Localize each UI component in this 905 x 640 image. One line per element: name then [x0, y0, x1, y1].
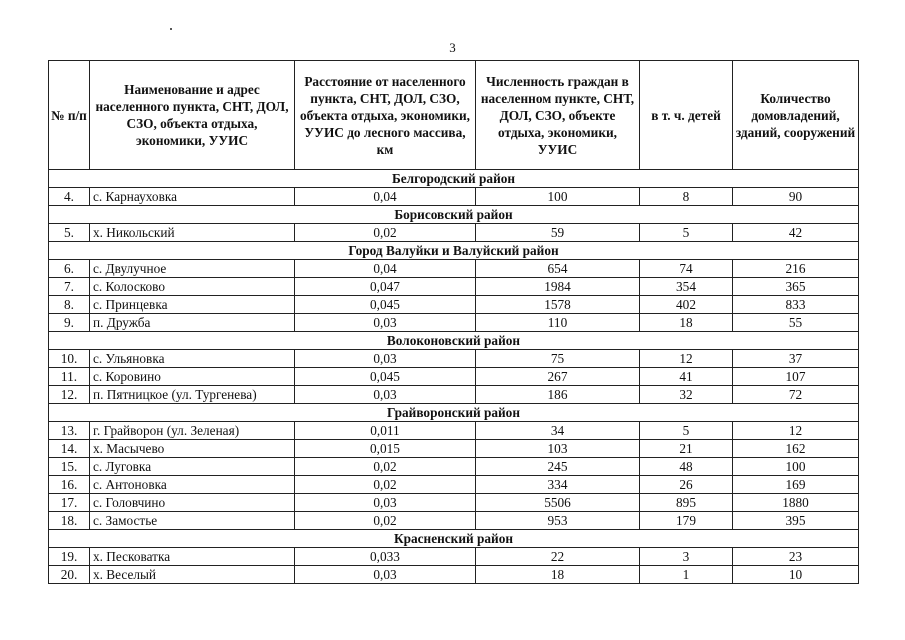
cell-num: 12. [49, 386, 90, 404]
data-table [48, 60, 859, 584]
cell-num: 8. [49, 296, 90, 314]
cell-num: 18. [49, 512, 90, 530]
cell-distance: 0,03 [295, 350, 476, 368]
header-name: Наименование и адрес населенного пункта, СНТ, ДОЛ, СЗО, объекта отдыха, экономики, УУИС [90, 61, 295, 170]
cell-num: 5. [49, 224, 90, 242]
region-row [49, 530, 859, 548]
page-number: 3 [449, 40, 456, 55]
cell-population: 18 [476, 566, 640, 584]
header-population: Численность граждан в населенном пункте, СНТ, ДОЛ, СЗО, объекте отдыха, экономики, УУИС [476, 61, 640, 170]
cell-households: 10 [733, 566, 859, 584]
cell-num: 9. [49, 314, 90, 332]
cell-population: 953 [476, 512, 640, 530]
cell-name: п. Пятницкое (ул. Тургенева) [90, 386, 295, 404]
cell-children: 21 [640, 440, 733, 458]
cell-name: с. Коровино [90, 368, 295, 386]
table-row [49, 260, 859, 278]
cell-children: 8 [640, 188, 733, 206]
region-title: Волоконовский район [49, 332, 859, 350]
cell-name: с. Луговка [90, 458, 295, 476]
cell-population: 245 [476, 458, 640, 476]
table-row [49, 296, 859, 314]
cell-children: 32 [640, 386, 733, 404]
cell-households: 169 [733, 476, 859, 494]
cell-distance: 0,04 [295, 188, 476, 206]
region-row [49, 242, 859, 260]
cell-population: 110 [476, 314, 640, 332]
cell-num: 19. [49, 548, 90, 566]
cell-children: 354 [640, 278, 733, 296]
cell-households: 72 [733, 386, 859, 404]
cell-distance: 0,047 [295, 278, 476, 296]
cell-name: с. Замостье [90, 512, 295, 530]
cell-name: х. Песковатка [90, 548, 295, 566]
cell-name: г. Грайворон (ул. Зеленая) [90, 422, 295, 440]
cell-num: 7. [49, 278, 90, 296]
header-children: в т. ч. детей [640, 61, 733, 170]
table-row [49, 188, 859, 206]
cell-children: 3 [640, 548, 733, 566]
region-title: Белгородский район [49, 170, 859, 188]
table-row [49, 494, 859, 512]
cell-distance: 0,02 [295, 476, 476, 494]
cell-population: 654 [476, 260, 640, 278]
cell-num: 6. [49, 260, 90, 278]
region-title: Борисовский район [49, 206, 859, 224]
cell-name: с. Карнауховка [90, 188, 295, 206]
cell-distance: 0,02 [295, 512, 476, 530]
cell-num: 15. [49, 458, 90, 476]
cell-children: 402 [640, 296, 733, 314]
table-row [49, 224, 859, 242]
cell-population: 103 [476, 440, 640, 458]
cell-num: 10. [49, 350, 90, 368]
cell-name: с. Колосково [90, 278, 295, 296]
cell-distance: 0,033 [295, 548, 476, 566]
table-row [49, 566, 859, 584]
cell-distance: 0,03 [295, 386, 476, 404]
cell-distance: 0,02 [295, 458, 476, 476]
cell-population: 75 [476, 350, 640, 368]
cell-num: 13. [49, 422, 90, 440]
cell-population: 22 [476, 548, 640, 566]
cell-name: х. Масычево [90, 440, 295, 458]
table-row [49, 386, 859, 404]
cell-children: 48 [640, 458, 733, 476]
cell-distance: 0,04 [295, 260, 476, 278]
cell-households: 100 [733, 458, 859, 476]
cell-distance: 0,015 [295, 440, 476, 458]
cell-children: 26 [640, 476, 733, 494]
scan-speck [170, 28, 172, 30]
header-num: № п/п [49, 61, 90, 170]
region-title: Город Валуйки и Валуйский район [49, 242, 859, 260]
cell-children: 5 [640, 422, 733, 440]
table-row [49, 314, 859, 332]
table-row [49, 476, 859, 494]
cell-num: 16. [49, 476, 90, 494]
cell-name: с. Принцевка [90, 296, 295, 314]
cell-population: 186 [476, 386, 640, 404]
cell-households: 162 [733, 440, 859, 458]
cell-name: с. Антоновка [90, 476, 295, 494]
cell-num: 4. [49, 188, 90, 206]
cell-households: 12 [733, 422, 859, 440]
cell-name: с. Головчино [90, 494, 295, 512]
region-title: Красненский район [49, 530, 859, 548]
cell-population: 267 [476, 368, 640, 386]
cell-children: 18 [640, 314, 733, 332]
region-row [49, 332, 859, 350]
table-body [49, 170, 859, 584]
cell-households: 37 [733, 350, 859, 368]
region-row [49, 206, 859, 224]
cell-population: 334 [476, 476, 640, 494]
table-row [49, 548, 859, 566]
cell-households: 90 [733, 188, 859, 206]
cell-distance: 0,03 [295, 566, 476, 584]
header-distance: Расстояние от населенного пункта, СНТ, ДОЛ, СЗО, объекта отдыха, экономики, УУИС до лесного массива, км [295, 61, 476, 170]
cell-children: 5 [640, 224, 733, 242]
cell-children: 74 [640, 260, 733, 278]
table-row [49, 458, 859, 476]
cell-children: 1 [640, 566, 733, 584]
cell-households: 1880 [733, 494, 859, 512]
cell-children: 41 [640, 368, 733, 386]
region-row [49, 404, 859, 422]
header-row [49, 61, 859, 170]
cell-distance: 0,045 [295, 368, 476, 386]
cell-households: 55 [733, 314, 859, 332]
cell-name: с. Ульяновка [90, 350, 295, 368]
cell-name: п. Дружба [90, 314, 295, 332]
cell-households: 23 [733, 548, 859, 566]
cell-distance: 0,045 [295, 296, 476, 314]
region-row [49, 170, 859, 188]
cell-distance: 0,011 [295, 422, 476, 440]
cell-children: 179 [640, 512, 733, 530]
cell-households: 216 [733, 260, 859, 278]
cell-households: 833 [733, 296, 859, 314]
cell-population: 59 [476, 224, 640, 242]
cell-num: 17. [49, 494, 90, 512]
table-row [49, 422, 859, 440]
cell-distance: 0,03 [295, 314, 476, 332]
cell-population: 100 [476, 188, 640, 206]
cell-households: 42 [733, 224, 859, 242]
header-households: Количество домовладений, зданий, сооружений [733, 61, 859, 170]
cell-num: 11. [49, 368, 90, 386]
table-row [49, 350, 859, 368]
cell-num: 14. [49, 440, 90, 458]
cell-population: 34 [476, 422, 640, 440]
cell-name: х. Никольский [90, 224, 295, 242]
cell-name: с. Двулучное [90, 260, 295, 278]
cell-distance: 0,02 [295, 224, 476, 242]
cell-households: 107 [733, 368, 859, 386]
cell-population: 5506 [476, 494, 640, 512]
cell-population: 1984 [476, 278, 640, 296]
table-row [49, 368, 859, 386]
region-title: Грайворонский район [49, 404, 859, 422]
table-row [49, 512, 859, 530]
table-row [49, 440, 859, 458]
cell-children: 12 [640, 350, 733, 368]
cell-households: 395 [733, 512, 859, 530]
cell-households: 365 [733, 278, 859, 296]
table-row [49, 278, 859, 296]
cell-population: 1578 [476, 296, 640, 314]
cell-distance: 0,03 [295, 494, 476, 512]
cell-num: 20. [49, 566, 90, 584]
cell-children: 895 [640, 494, 733, 512]
cell-name: х. Веселый [90, 566, 295, 584]
